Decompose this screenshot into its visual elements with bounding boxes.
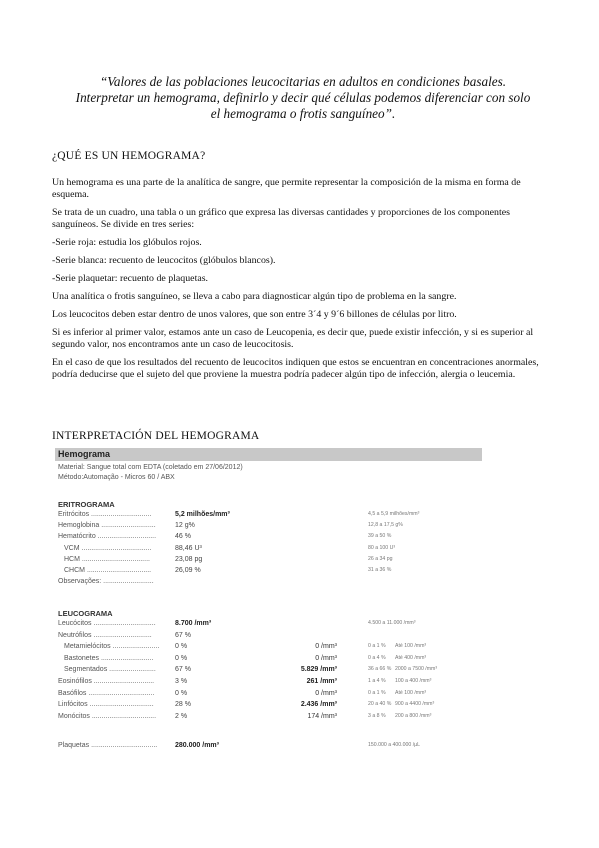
row-value: 12 g%	[175, 522, 195, 530]
row-reference: 12,8 a 17,5 g%	[368, 522, 403, 529]
section-title-hemograma: ¿QUÉ ES UN HEMOGRAMA?	[52, 150, 206, 162]
paragraph: Una analítica o frotis sanguíneo, se lleva a cabo para diagnosticar algún tipo de problema en la sangre.	[52, 291, 457, 302]
report-row	[55, 713, 482, 723]
row-reference: 4.500 a 11.000 /mm³	[368, 620, 416, 626]
report-row	[55, 545, 482, 555]
report-row	[55, 533, 482, 543]
intro-line-2: Interpretar un hemograma, definirlo y decir qué células podemos diferenciar con solo	[75, 90, 531, 105]
row-value: 88,46 U³	[175, 544, 202, 552]
row-reference-absolute: Até 100 /mm³	[395, 689, 427, 696]
row-value: 5,2 milhões/mm³	[175, 511, 230, 518]
row-value: 280.000 /mm³	[175, 742, 219, 749]
report-row	[55, 567, 482, 577]
report-method: Método:Automação - Micros 60 / ABX	[58, 474, 175, 481]
paragraph: Los leucocitos deben estar dentro de unos valores, que son entre 3´4 y 9´6 billones de células por litro.	[52, 309, 457, 320]
row-absolute: 174 /mm³	[307, 712, 337, 720]
row-value: 3 %	[175, 678, 188, 685]
row-label: Metamielócitos ........................	[64, 643, 160, 651]
intro-line-1: “Valores de las poblaciones leucocitarias en adultos en condiciones basales.	[99, 74, 507, 89]
section-title-interpretacion: INTERPRETACIÓN DEL HEMOGRAMA	[52, 430, 260, 442]
eritrograma-title: ERITROGRAMA	[58, 500, 115, 509]
row-value: 26,09 %	[175, 567, 201, 574]
hemogram-report-image	[55, 448, 482, 758]
row-value: 8.700 /mm³	[175, 620, 212, 627]
row-reference-absolute: 100 a 400 /mm³	[395, 678, 432, 684]
row-reference: 80 a 100 U³	[368, 544, 396, 551]
row-value: 2 %	[175, 712, 188, 720]
row-reference: 150.000 a 400.000 /µL	[368, 742, 421, 748]
row-reference: 36 a 66 %	[368, 666, 392, 673]
row-reference-absolute: 200 a 800 /mm³	[395, 712, 432, 719]
report-header-bar	[55, 448, 482, 461]
row-absolute: 0 /mm³	[315, 689, 337, 697]
leucograma-title: LEUCOGRAMA	[58, 609, 113, 618]
report-row	[55, 643, 482, 653]
paragraph: -Serie plaquetar: recuento de plaquetas.	[52, 273, 209, 284]
row-label: Monócitos .................................	[58, 712, 157, 720]
row-reference: 26 a 34 pg	[368, 555, 393, 562]
paragraph: -Serie roja: estudia los glóbulos rojos.	[52, 237, 202, 248]
row-label: Segmentados ........................	[64, 666, 156, 674]
row-reference: 3 a 8 %	[368, 712, 386, 719]
row-label: Hemoglobina ............................	[58, 522, 156, 530]
row-label: Bastonetes ...........................	[64, 654, 154, 662]
intro-line-3: el hemograma o frotis sanguíneo”.	[210, 106, 396, 121]
row-reference-absolute: Até 100 /mm³	[395, 643, 427, 650]
intro-heading	[60, 74, 546, 122]
row-reference: 39 a 50 %	[368, 533, 392, 540]
row-reference: 0 a 1 %	[368, 689, 386, 696]
paragraph: Si es inferior al primer valor, estamos ante un caso de Leucopenia, es decir que, puede existir infección, y si es superior al segundo valor, nos encontramos ante un caso de leucocitosis.	[52, 327, 534, 350]
row-absolute: 0 /mm³	[315, 654, 337, 662]
row-reference-absolute: 900 a 4400 /mm³	[395, 701, 435, 708]
report-row	[55, 701, 482, 711]
row-reference: 4,5 a 5,9 milhões/mm³	[368, 511, 420, 517]
row-value: 46 %	[175, 533, 191, 541]
report-row	[55, 655, 482, 665]
report-row	[55, 632, 482, 642]
row-label: Plaquetas ..................................	[58, 742, 158, 749]
row-value: 0 %	[175, 689, 188, 697]
row-label: Basófilos ..................................	[58, 689, 155, 697]
row-reference: 31 a 36 %	[368, 567, 392, 573]
row-label: HCM ...................................	[64, 555, 150, 563]
row-absolute: 261 /mm³	[306, 678, 337, 685]
row-value: 67 %	[175, 631, 191, 639]
body-text	[52, 177, 548, 387]
row-value: 0 %	[175, 643, 188, 651]
row-label: Observações: ..........................	[58, 578, 154, 586]
report-row	[55, 742, 482, 752]
paragraph: Un hemograma es una parte de la analítica de sangre, que permite representar la composición de la misma en forma de esquema.	[52, 177, 521, 200]
row-reference-absolute: 2000 a 7500 /mm³	[395, 666, 438, 673]
row-label: VCM ....................................	[64, 544, 152, 552]
report-row	[55, 620, 482, 630]
row-reference: 20 a 40 %	[368, 701, 392, 708]
row-label: Eosinófilos ...............................	[58, 678, 155, 685]
row-reference: 1 a 4 %	[368, 678, 386, 684]
report-row	[55, 678, 482, 688]
report-row	[55, 690, 482, 700]
report-row	[55, 578, 482, 588]
row-reference: 0 a 4 %	[368, 654, 386, 661]
row-label: Eritrócitos ...............................	[58, 511, 152, 518]
row-label: Hematócrito ..............................	[58, 533, 157, 541]
report-row	[55, 522, 482, 532]
report-row	[55, 666, 482, 676]
row-label: CHCM .................................	[64, 567, 152, 574]
row-reference-absolute: Até 400 /mm³	[395, 654, 427, 661]
row-value: 0 %	[175, 654, 188, 662]
report-row	[55, 556, 482, 566]
paragraph: Se trata de un cuadro, una tabla o un gráfico que expresa las diversas cantidades y proporciones de los componentes sanguíneos. Se divide en tres series:	[52, 207, 510, 230]
row-label: Linfócitos .................................	[58, 701, 154, 709]
row-reference: 0 a 1 %	[368, 643, 386, 650]
row-absolute: 0 /mm³	[315, 643, 337, 651]
report-row	[55, 511, 482, 521]
row-value: 23,08 pg	[175, 555, 203, 563]
row-label: Neutrófilos ..............................	[58, 631, 152, 639]
row-value: 67 %	[175, 666, 191, 674]
report-material: Material: Sangue total com EDTA (coletado em 27/06/2012)	[58, 464, 243, 471]
report-title: Hemograma	[58, 449, 111, 459]
paragraph: En el caso de que los resultados del recuento de leucocitos indiquen que estos se encuentran en concentraciones anormales, podría deducirse que el sujeto del que proviene la muestra podría padecer algún tipo de infección, alergia o leucemia.	[52, 357, 539, 380]
row-label: Leucócitos ................................	[58, 620, 156, 627]
row-value: 28 %	[175, 701, 191, 709]
paragraph: -Serie blanca: recuento de leucocitos (glóbulos blancos).	[52, 255, 276, 266]
row-absolute: 5.829 /mm³	[300, 666, 337, 674]
row-absolute: 2.436 /mm³	[300, 701, 337, 709]
